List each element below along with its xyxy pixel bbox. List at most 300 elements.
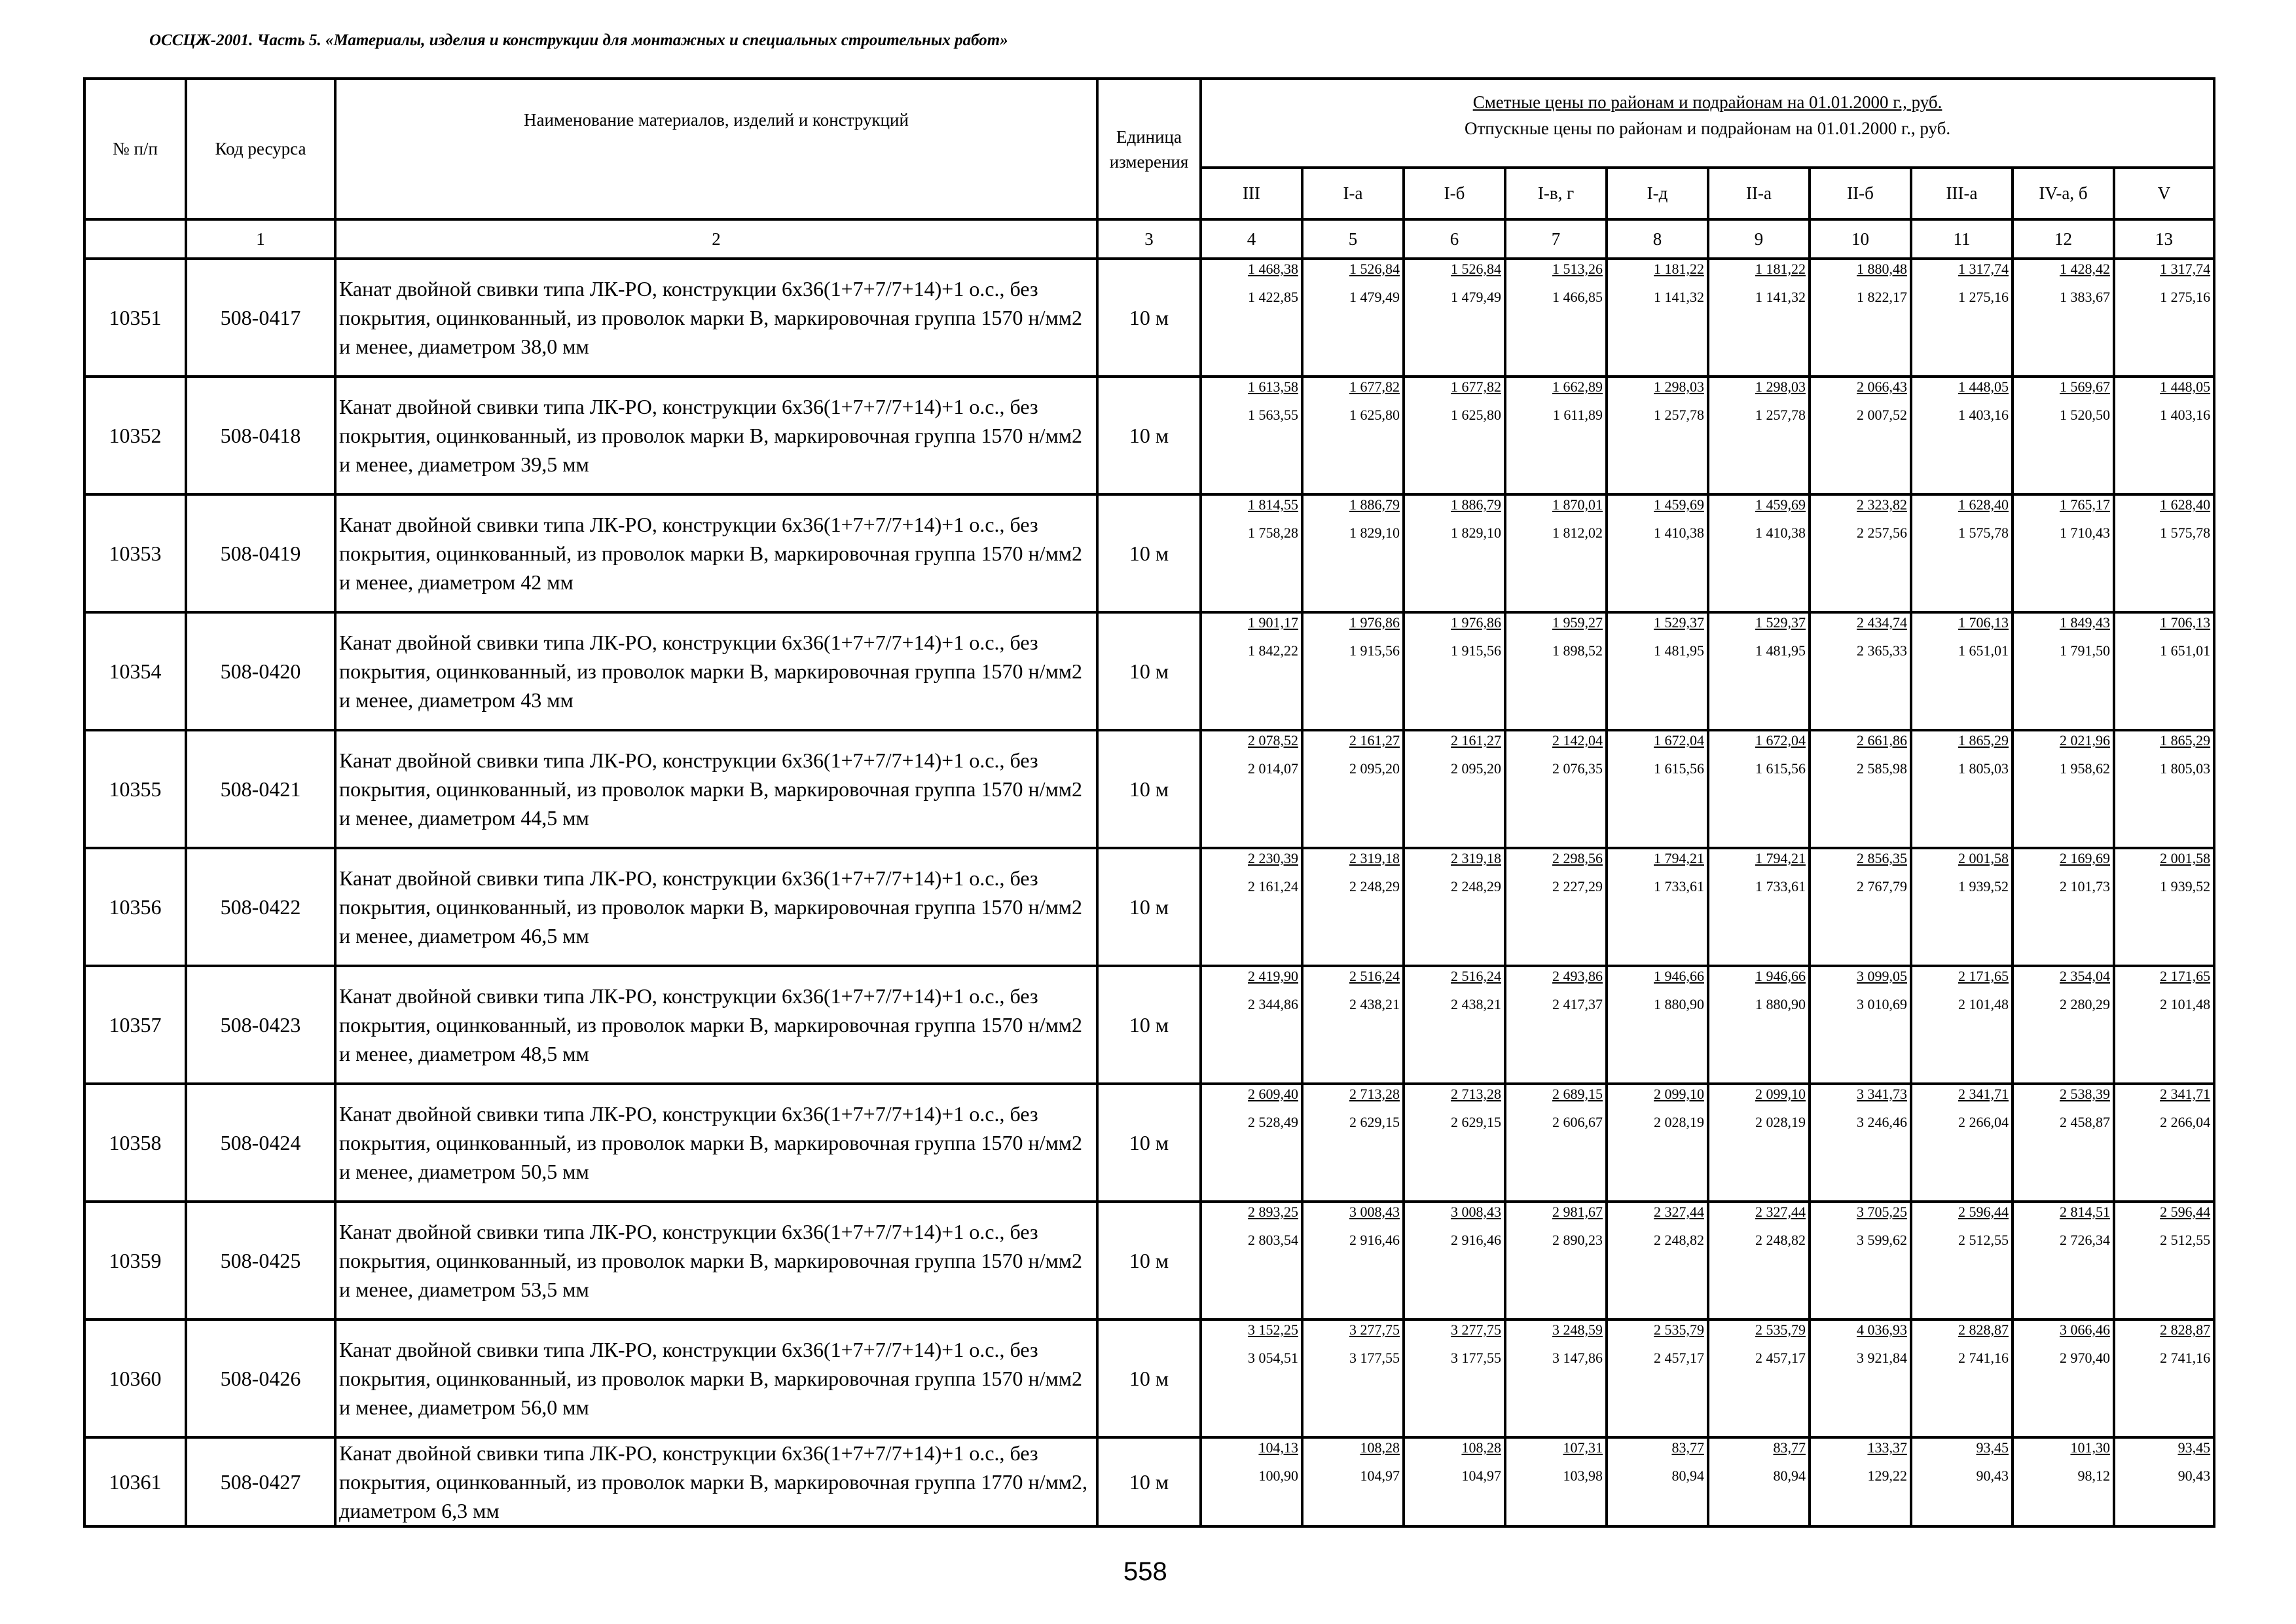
release-price: 3 147,86 (1552, 1350, 1603, 1366)
estimate-price: 2 828,87 (2160, 1321, 2211, 1338)
estimate-price: 2 419,90 (1248, 968, 1298, 984)
price-cell (2013, 730, 2114, 848)
price-cell (1404, 259, 1505, 377)
release-price: 1 805,03 (2160, 760, 2211, 777)
estimate-price: 1 529,37 (1654, 614, 1704, 631)
price-cell (1911, 1437, 2013, 1526)
table-row (84, 1437, 2214, 1526)
column-number: 10 (1810, 219, 1911, 259)
release-price: 1 842,22 (1248, 642, 1298, 659)
row-number: 10353 (84, 494, 186, 612)
release-price: 1 880,90 (1654, 996, 1704, 1012)
estimate-price: 2 981,67 (1552, 1204, 1603, 1220)
release-price: 1 651,01 (1958, 642, 2009, 659)
estimate-price: 1 901,17 (1248, 614, 1298, 631)
release-price: 104,97 (1461, 1467, 1501, 1484)
estimate-price: 2 171,65 (1958, 968, 2009, 984)
table-row (84, 494, 2214, 612)
region-header: III-а (1911, 168, 2013, 219)
price-cell (1201, 377, 1302, 494)
price-cell (1810, 612, 1911, 730)
row-number: 10354 (84, 612, 186, 730)
price-cell (1607, 966, 1708, 1084)
release-price: 1 829,10 (1349, 525, 1400, 541)
release-price: 90,43 (2178, 1467, 2211, 1484)
price-cell (1505, 377, 1607, 494)
price-cell (2114, 1437, 2214, 1526)
estimate-price: 1 613,58 (1248, 378, 1298, 395)
price-cell (1810, 1437, 1911, 1526)
table-row (84, 259, 2214, 377)
estimate-price: 1 976,86 (1451, 614, 1501, 631)
estimate-price: 1 526,84 (1451, 261, 1501, 277)
unit-of-measure: 10 м (1097, 494, 1201, 612)
release-price: 2 512,55 (2160, 1232, 2211, 1248)
estimate-price: 2 814,51 (2060, 1204, 2110, 1220)
price-cell (1911, 612, 2013, 730)
estimate-price: 1 672,04 (1755, 732, 1806, 748)
price-cell (2013, 848, 2114, 966)
release-price: 2 767,79 (1857, 878, 1907, 895)
column-number-blank (84, 219, 186, 259)
unit-of-measure: 10 м (1097, 1084, 1201, 1202)
price-cell (1201, 1437, 1302, 1526)
release-price: 3 054,51 (1248, 1350, 1298, 1366)
release-price: 1 383,67 (2060, 289, 2110, 305)
unit-of-measure: 10 м (1097, 377, 1201, 494)
estimate-price: 1 181,22 (1755, 261, 1806, 277)
table-row (84, 966, 2214, 1084)
release-price: 2 101,48 (2160, 996, 2211, 1012)
release-price: 1 625,80 (1451, 407, 1501, 423)
estimate-price: 1 677,82 (1349, 378, 1400, 395)
price-cell (1201, 1202, 1302, 1320)
price-cell (1911, 377, 2013, 494)
estimate-price: 2 596,44 (1958, 1204, 2009, 1220)
material-name: Канат двойной свивки типа ЛК-РО, конструкции 6х36(1+7+7/7+14)+1 о.с., без покрытия, оцинкованный, из проволок марки В, маркировочная группа 1570 н/мм2 и менее, диаметром 56,0 мм (335, 1320, 1097, 1437)
material-name: Канат двойной свивки типа ЛК-РО, конструкции 6х36(1+7+7/7+14)+1 о.с., без покрытия, оцинкованный, из проволок марки В, маркировочная группа 1570 н/мм2 и менее, диаметром 42 мм (335, 494, 1097, 612)
release-price: 2 014,07 (1248, 760, 1298, 777)
estimate-price: 2 516,24 (1451, 968, 1501, 984)
estimate-price: 1 794,21 (1755, 850, 1806, 866)
material-name: Канат двойной свивки типа ЛК-РО, конструкции 6х36(1+7+7/7+14)+1 о.с., без покрытия, оцинкованный, из проволок марки В, маркировочная группа 1570 н/мм2 и менее, диаметром 50,5 мм (335, 1084, 1097, 1202)
page-number: 558 (1123, 1557, 1167, 1586)
price-cell (1302, 494, 1404, 612)
price-cell (1201, 612, 1302, 730)
release-price: 2 161,24 (1248, 878, 1298, 895)
estimate-price: 1 662,89 (1552, 378, 1603, 395)
release-price: 1 410,38 (1755, 525, 1806, 541)
price-cell (1302, 612, 1404, 730)
estimate-price: 1 886,79 (1451, 496, 1501, 513)
material-name: Канат двойной свивки типа ЛК-РО, конструкции 6х36(1+7+7/7+14)+1 о.с., без покрытия, оцинкованный, из проволок марки В, маркировочная группа 1770 н/мм2, диаметром 6,3 мм (335, 1437, 1097, 1526)
column-number: 13 (2114, 219, 2214, 259)
estimate-price: 2 516,24 (1349, 968, 1400, 984)
release-price: 2 076,35 (1552, 760, 1603, 777)
estimate-price: 1 880,48 (1857, 261, 1907, 277)
header-unit-line2: измерения (1109, 151, 1189, 172)
region-header: II-б (1810, 168, 1911, 219)
price-cell (2114, 612, 2214, 730)
price-cell (1404, 612, 1505, 730)
price-cell (1505, 1437, 1607, 1526)
price-cell (1201, 1320, 1302, 1437)
release-price: 2 266,04 (1958, 1114, 2009, 1130)
estimate-price: 3 705,25 (1857, 1204, 1907, 1220)
table-row (84, 1320, 2214, 1437)
release-price: 2 248,29 (1451, 878, 1501, 895)
release-price: 2 438,21 (1349, 996, 1400, 1012)
price-cell (1607, 1320, 1708, 1437)
estimate-price: 2 099,10 (1654, 1086, 1704, 1102)
price-cell (1607, 259, 1708, 377)
estimate-price: 93,45 (1976, 1439, 2009, 1456)
price-cell (1201, 730, 1302, 848)
release-price: 2 629,15 (1349, 1114, 1400, 1130)
price-cell (1505, 966, 1607, 1084)
header-name: Наименование материалов, изделий и конструкций (335, 79, 1097, 219)
estimate-price: 1 628,40 (1958, 496, 2009, 513)
row-number: 10352 (84, 377, 186, 494)
release-price: 1 939,52 (2160, 878, 2211, 895)
estimate-price: 1 706,13 (2160, 614, 2211, 631)
resource-code: 508-0425 (186, 1202, 335, 1320)
column-number: 12 (2013, 219, 2114, 259)
table-row (84, 1084, 2214, 1202)
estimate-price: 2 713,28 (1451, 1086, 1501, 1102)
release-price: 1 915,56 (1349, 642, 1400, 659)
release-price: 2 457,17 (1654, 1350, 1704, 1366)
table-row (84, 612, 2214, 730)
header-unit-line1: Единица (1116, 126, 1182, 147)
release-price: 3 246,46 (1857, 1114, 1907, 1130)
estimate-price: 2 161,27 (1349, 732, 1400, 748)
material-name: Канат двойной свивки типа ЛК-РО, конструкции 6х36(1+7+7/7+14)+1 о.с., без покрытия, оцинкованный, из проволок марки В, маркировочная группа 1570 н/мм2 и менее, диаметром 48,5 мм (335, 966, 1097, 1084)
table-row (84, 377, 2214, 494)
release-price: 2 227,29 (1552, 878, 1603, 895)
estimate-price: 1 459,69 (1654, 496, 1704, 513)
release-price: 1 479,49 (1451, 289, 1501, 305)
price-cell (1708, 377, 1810, 494)
release-price: 1 575,78 (1958, 525, 2009, 541)
unit-of-measure: 10 м (1097, 1202, 1201, 1320)
release-price: 2 266,04 (2160, 1114, 2211, 1130)
price-cell (1505, 1320, 1607, 1437)
estimate-price: 108,28 (1360, 1439, 1400, 1456)
estimate-price: 2 493,86 (1552, 968, 1603, 984)
release-price: 1 615,56 (1755, 760, 1806, 777)
estimate-price: 1 468,38 (1248, 261, 1298, 277)
price-cell (2013, 1084, 2114, 1202)
price-cell (1911, 1084, 2013, 1202)
estimate-price: 2 538,39 (2060, 1086, 2110, 1102)
estimate-price: 3 008,43 (1349, 1204, 1400, 1220)
release-price: 2 365,33 (1857, 642, 1907, 659)
release-price: 3 599,62 (1857, 1232, 1907, 1248)
release-price: 1 275,16 (1958, 289, 2009, 305)
estimate-price: 2 142,04 (1552, 732, 1603, 748)
price-cell (1708, 612, 1810, 730)
release-price: 1 563,55 (1248, 407, 1298, 423)
price-cell (1810, 730, 1911, 848)
column-number: 1 (186, 219, 335, 259)
estimate-price: 2 713,28 (1349, 1086, 1400, 1102)
material-name: Канат двойной свивки типа ЛК-РО, конструкции 6х36(1+7+7/7+14)+1 о.с., без покрытия, оцинкованный, из проволок марки В, маркировочная группа 1570 н/мм2 и менее, диаметром 38,0 мм (335, 259, 1097, 377)
region-header: III (1201, 168, 1302, 219)
price-cell (1607, 612, 1708, 730)
release-price: 2 095,20 (1451, 760, 1501, 777)
price-cell (2114, 1202, 2214, 1320)
estimate-price: 3 152,25 (1248, 1321, 1298, 1338)
release-price: 1 829,10 (1451, 525, 1501, 541)
resource-code: 508-0419 (186, 494, 335, 612)
release-price: 1 403,16 (2160, 407, 2211, 423)
price-cell (1201, 259, 1302, 377)
price-cell (1810, 848, 1911, 966)
estimate-price: 2 341,71 (1958, 1086, 2009, 1102)
estimate-price: 107,31 (1563, 1439, 1603, 1456)
release-price: 2 248,29 (1349, 878, 1400, 895)
region-header: I-д (1607, 168, 1708, 219)
estimate-price: 1 569,67 (2060, 378, 2110, 395)
price-cell (2013, 494, 2114, 612)
header-estimate-prices: Сметные цены по районам и подрайонам на 01.01.2000 г., руб. (1472, 92, 1942, 112)
estimate-price: 2 319,18 (1451, 850, 1501, 866)
release-price: 2 248,82 (1654, 1232, 1704, 1248)
estimate-price: 1 298,03 (1654, 378, 1704, 395)
estimate-price: 1 976,86 (1349, 614, 1400, 631)
estimate-price: 2 099,10 (1755, 1086, 1806, 1102)
release-price: 1 575,78 (2160, 525, 2211, 541)
release-price: 2 101,73 (2060, 878, 2110, 895)
column-number: 11 (1911, 219, 2013, 259)
price-cell (1302, 730, 1404, 848)
price-cell (2114, 966, 2214, 1084)
release-price: 1 403,16 (1958, 407, 2009, 423)
price-table (83, 77, 2215, 1528)
price-cell (1607, 377, 1708, 494)
estimate-price: 3 341,73 (1857, 1086, 1907, 1102)
estimate-price: 2 535,79 (1654, 1321, 1704, 1338)
price-cell (1404, 377, 1505, 494)
estimate-price: 2 893,25 (1248, 1204, 1298, 1220)
price-cell (1404, 1202, 1505, 1320)
unit-of-measure: 10 м (1097, 730, 1201, 848)
material-name: Канат двойной свивки типа ЛК-РО, конструкции 6х36(1+7+7/7+14)+1 о.с., без покрытия, оцинкованный, из проволок марки В, маркировочная группа 1570 н/мм2 и менее, диаметром 43 мм (335, 612, 1097, 730)
estimate-price: 2 171,65 (2160, 968, 2211, 984)
estimate-price: 1 865,29 (1958, 732, 2009, 748)
price-cell (1911, 494, 2013, 612)
estimate-price: 93,45 (2178, 1439, 2211, 1456)
release-price: 90,43 (1976, 1467, 2009, 1484)
estimate-price: 2 298,56 (1552, 850, 1603, 866)
price-cell (1911, 1320, 2013, 1437)
price-cell (1810, 966, 1911, 1084)
price-cell (2114, 494, 2214, 612)
release-price: 2 007,52 (1857, 407, 1907, 423)
release-price: 1 958,62 (2060, 760, 2110, 777)
release-price: 2 803,54 (1248, 1232, 1298, 1248)
price-cell (1505, 259, 1607, 377)
price-cell (2013, 1320, 2114, 1437)
header-unit (1097, 79, 1201, 219)
estimate-price: 1 959,27 (1552, 614, 1603, 631)
price-cell (1708, 966, 1810, 1084)
resource-code: 508-0420 (186, 612, 335, 730)
release-price: 1 898,52 (1552, 642, 1603, 659)
estimate-price: 1 865,29 (2160, 732, 2211, 748)
price-cell (1911, 966, 2013, 1084)
price-cell (1302, 1320, 1404, 1437)
row-number: 10356 (84, 848, 186, 966)
price-cell (1404, 966, 1505, 1084)
document-header: ОССЦЖ-2001. Часть 5. «Материалы, изделия и конструкции для монтажных и специальных строительных работ» (149, 31, 1008, 49)
release-price: 2 458,87 (2060, 1114, 2110, 1130)
release-price: 1 812,02 (1552, 525, 1603, 541)
price-cell (2013, 259, 2114, 377)
column-number: 9 (1708, 219, 1810, 259)
price-cell (1810, 494, 1911, 612)
price-cell (1810, 259, 1911, 377)
release-price: 2 095,20 (1349, 760, 1400, 777)
estimate-price: 1 428,42 (2060, 261, 2110, 277)
release-price: 98,12 (2077, 1467, 2110, 1484)
estimate-price: 1 849,43 (2060, 614, 2110, 631)
release-price: 2 916,46 (1451, 1232, 1501, 1248)
estimate-price: 2 001,58 (2160, 850, 2211, 866)
estimate-price: 1 886,79 (1349, 496, 1400, 513)
estimate-price: 2 161,27 (1451, 732, 1501, 748)
price-cell (1404, 1084, 1505, 1202)
price-cell (1607, 730, 1708, 848)
price-cell (2013, 1202, 2114, 1320)
estimate-price: 1 794,21 (1654, 850, 1704, 866)
estimate-price: 2 327,44 (1654, 1204, 1704, 1220)
release-price: 2 970,40 (2060, 1350, 2110, 1366)
release-price: 2 741,16 (2160, 1350, 2211, 1366)
price-cell (1708, 259, 1810, 377)
release-price: 1 611,89 (1552, 407, 1603, 423)
price-cell (1201, 494, 1302, 612)
region-header: I-б (1404, 168, 1505, 219)
row-number: 10357 (84, 966, 186, 1084)
price-cell (1404, 1320, 1505, 1437)
table-row (84, 1202, 2214, 1320)
release-price: 2 028,19 (1654, 1114, 1704, 1130)
column-number: 2 (335, 219, 1097, 259)
price-cell (1607, 848, 1708, 966)
resource-code: 508-0424 (186, 1084, 335, 1202)
price-cell (2114, 1084, 2214, 1202)
release-price: 1 275,16 (2160, 289, 2211, 305)
price-cell (1911, 848, 2013, 966)
region-header: IV-а, б (2013, 168, 2114, 219)
resource-code: 508-0426 (186, 1320, 335, 1437)
release-price: 1 880,90 (1755, 996, 1806, 1012)
estimate-price: 83,77 (1773, 1439, 1806, 1456)
estimate-price: 2 323,82 (1857, 496, 1907, 513)
release-price: 1 651,01 (2160, 642, 2211, 659)
price-cell (1505, 1202, 1607, 1320)
release-price: 2 438,21 (1451, 996, 1501, 1012)
estimate-price: 2 661,86 (1857, 732, 1907, 748)
release-price: 2 606,67 (1552, 1114, 1603, 1130)
estimate-price: 133,37 (1867, 1439, 1907, 1456)
release-price: 2 528,49 (1248, 1114, 1298, 1130)
price-cell (1708, 1084, 1810, 1202)
release-price: 1 257,78 (1654, 407, 1704, 423)
column-number: 4 (1201, 219, 1302, 259)
price-cell (1201, 966, 1302, 1084)
estimate-price: 1 765,17 (2060, 496, 2110, 513)
price-cell (1911, 730, 2013, 848)
release-price: 2 257,56 (1857, 525, 1907, 541)
unit-of-measure: 10 м (1097, 1437, 1201, 1526)
estimate-price: 2 066,43 (1857, 378, 1907, 395)
price-cell (2114, 730, 2214, 848)
release-price: 1 710,43 (2060, 525, 2110, 541)
release-price: 1 915,56 (1451, 642, 1501, 659)
estimate-price: 1 628,40 (2160, 496, 2211, 513)
release-price: 1 791,50 (2060, 642, 2110, 659)
estimate-price: 1 677,82 (1451, 378, 1501, 395)
header-code: Код ресурса (186, 79, 335, 219)
estimate-price: 3 066,46 (2060, 1321, 2110, 1338)
estimate-price: 2 341,71 (2160, 1086, 2211, 1102)
price-cell (1302, 1202, 1404, 1320)
release-price: 103,98 (1563, 1467, 1603, 1484)
price-cell (1708, 848, 1810, 966)
estimate-price: 83,77 (1671, 1439, 1704, 1456)
row-number: 10359 (84, 1202, 186, 1320)
estimate-price: 1 298,03 (1755, 378, 1806, 395)
resource-code: 508-0423 (186, 966, 335, 1084)
release-price: 2 741,16 (1958, 1350, 2009, 1366)
estimate-price: 2 327,44 (1755, 1204, 1806, 1220)
release-price: 2 344,86 (1248, 996, 1298, 1012)
resource-code: 508-0418 (186, 377, 335, 494)
estimate-price: 2 609,40 (1248, 1086, 1298, 1102)
estimate-price: 1 448,05 (2160, 378, 2211, 395)
estimate-price: 1 529,37 (1755, 614, 1806, 631)
price-cell (1505, 494, 1607, 612)
release-price: 1 466,85 (1552, 289, 1603, 305)
release-price: 1 758,28 (1248, 525, 1298, 541)
price-cell (1505, 612, 1607, 730)
header-prices (1201, 79, 2214, 168)
price-cell (1404, 494, 1505, 612)
price-cell (1607, 1202, 1708, 1320)
estimate-price: 2 596,44 (2160, 1204, 2211, 1220)
release-price: 1 939,52 (1958, 878, 2009, 895)
estimate-price: 1 317,74 (1958, 261, 2009, 277)
release-price: 2 726,34 (2060, 1232, 2110, 1248)
price-cell (1708, 1320, 1810, 1437)
release-price: 2 248,82 (1755, 1232, 1806, 1248)
release-price: 2 417,37 (1552, 996, 1603, 1012)
estimate-price: 2 319,18 (1349, 850, 1400, 866)
price-cell (1302, 848, 1404, 966)
release-price: 1 479,49 (1349, 289, 1400, 305)
column-numbers-row (84, 219, 2214, 259)
release-price: 1 733,61 (1755, 878, 1806, 895)
price-cell (2114, 848, 2214, 966)
price-cell (2013, 1437, 2114, 1526)
release-price: 1 141,32 (1654, 289, 1704, 305)
price-cell (1201, 1084, 1302, 1202)
release-price: 100,90 (1258, 1467, 1298, 1484)
estimate-price: 2 078,52 (1248, 732, 1298, 748)
